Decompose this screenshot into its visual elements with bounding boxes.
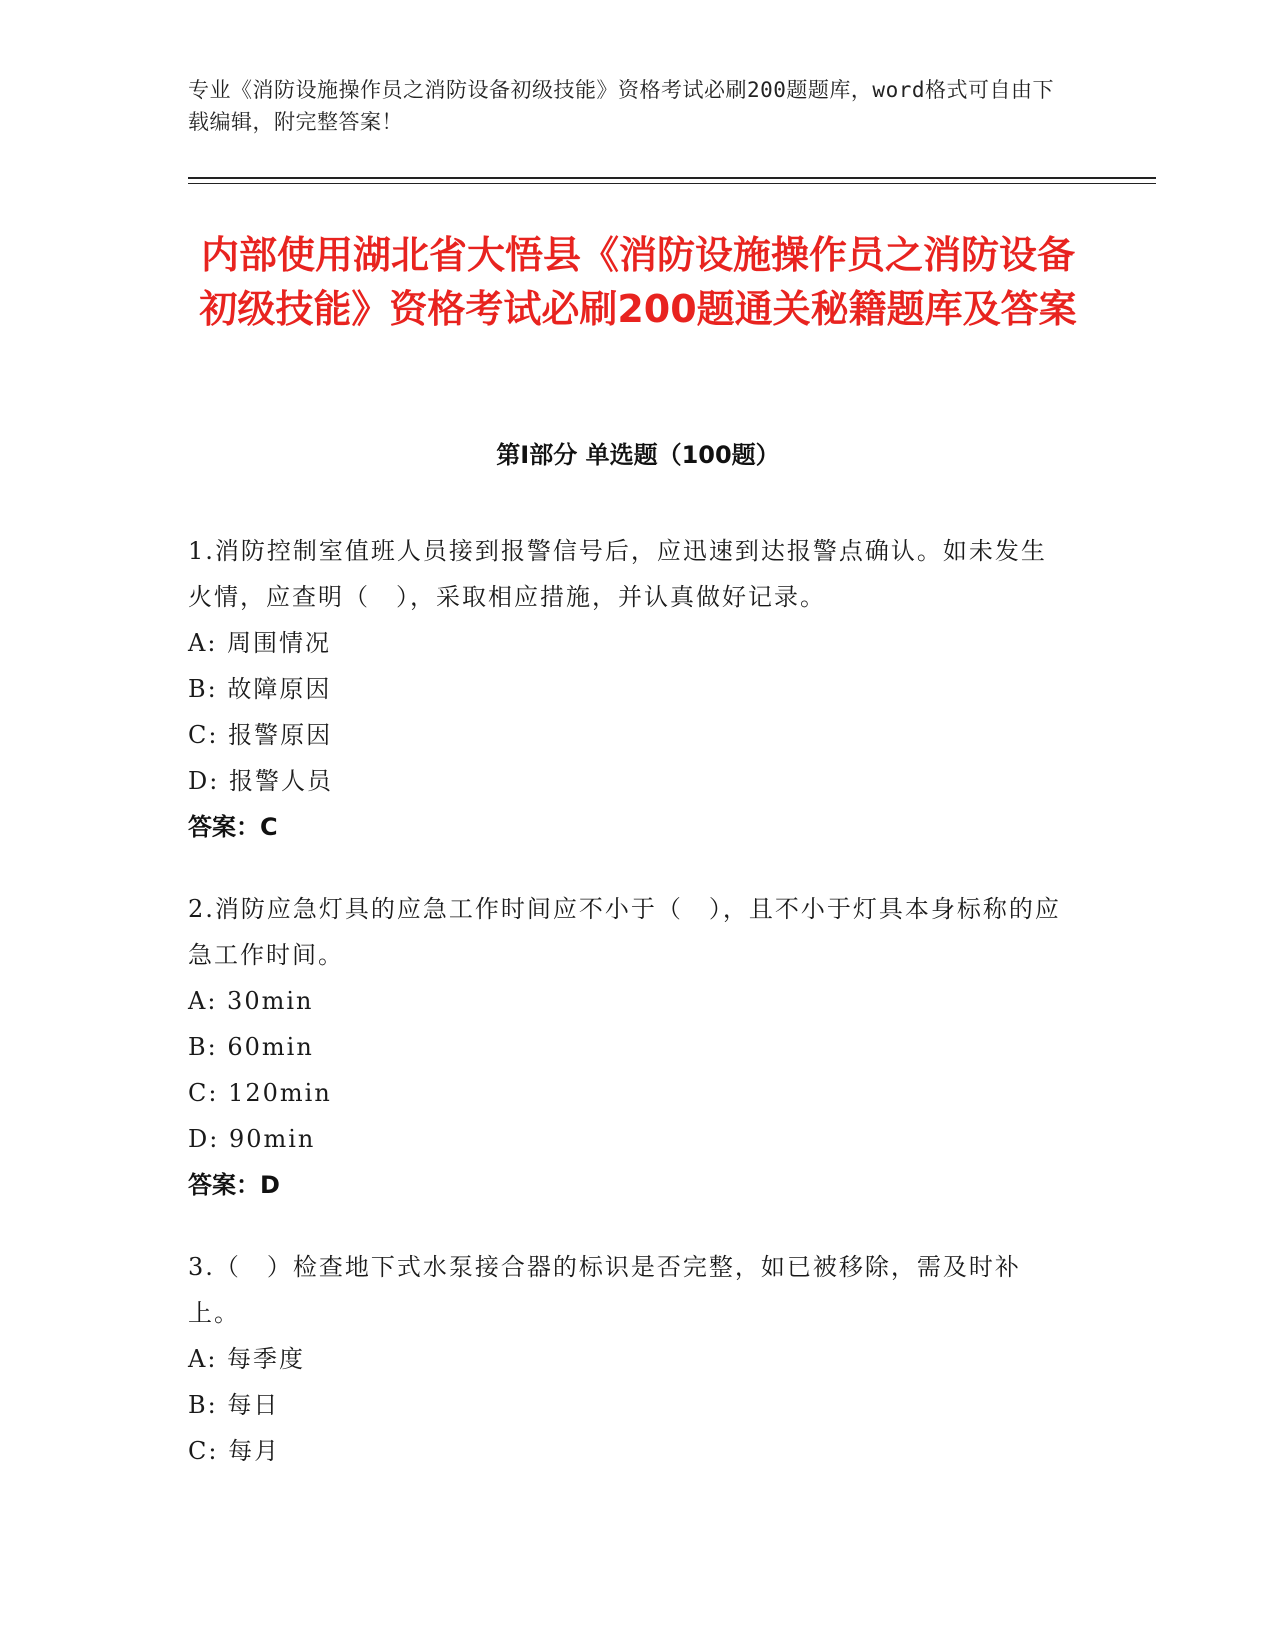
option-b: B: 故障原因 [188,675,332,703]
option-d: D: 90min [188,1125,316,1153]
option-d: D: 报警人员 [188,767,333,795]
document-title: 内部使用湖北省大悟县《消防设施操作员之消防设备初级技能》资格考试必刷200题通关秘籍题库及答案 [199,233,1077,331]
question-answer: 答案：D [188,1171,280,1199]
question-stem: 1.消防控制室值班人员接到报警信号后，应迅速到达报警点确认。如未发生火情，应查明（ ），采取相应措施，并认真做好记录。 [188,537,1047,611]
header-rule-thick [188,177,1156,179]
option-a: A: 30min [188,987,314,1015]
question-stem: 2.消防应急灯具的应急工作时间应不小于（ ），且不小于灯具本身标称的应急工作时间。 [188,895,1061,969]
option-b: B: 60min [188,1033,314,1061]
option-c: C: 120min [188,1079,332,1107]
header-rule-thin [188,183,1156,184]
header-note: 专业《消防设施操作员之消防设备初级技能》资格考试必刷200题题库，word格式可自由下载编辑，附完整答案！ [188,78,1054,134]
section-title: 第Ⅰ部分 单选题（100题） [496,441,780,469]
option-a: A: 每季度 [188,1345,306,1373]
question-3 [188,1244,1068,1474]
question-1 [188,528,1068,850]
option-a: A: 周围情况 [188,629,332,657]
option-b: B: 每日 [188,1391,280,1419]
question-answer: 答案：C [188,813,278,841]
question-list [188,528,1068,1510]
question-stem: 3.（ ）检查地下式水泵接合器的标识是否完整，如已被移除，需及时补上。 [188,1253,1021,1327]
question-2 [188,886,1068,1208]
option-c: C: 每月 [188,1437,281,1465]
option-c: C: 报警原因 [188,721,333,749]
